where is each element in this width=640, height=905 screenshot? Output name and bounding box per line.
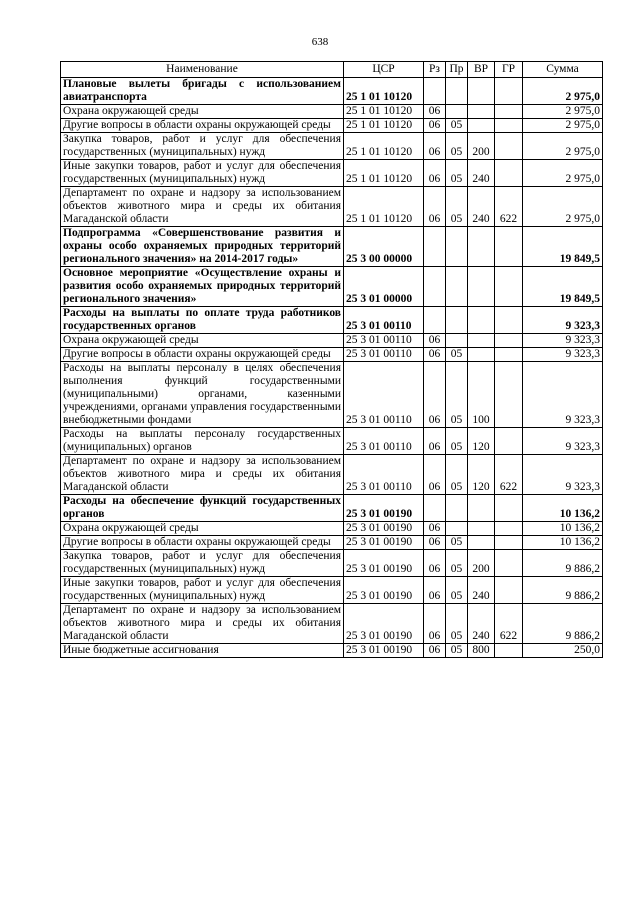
cell-csr: 25 3 01 00110 <box>344 428 424 455</box>
header-name: Наименование <box>61 62 344 78</box>
cell-rz: 06 <box>424 550 446 577</box>
table-row <box>61 522 603 536</box>
header-row <box>61 62 603 78</box>
cell-rz: 06 <box>424 160 446 187</box>
table-row <box>61 348 603 362</box>
cell-sum: 10 136,2 <box>523 536 603 550</box>
cell-sum: 9 323,3 <box>523 348 603 362</box>
cell-vr <box>468 105 495 119</box>
cell-pr: 05 <box>446 536 468 550</box>
cell-gr <box>495 495 523 522</box>
cell-pr: 05 <box>446 160 468 187</box>
cell-name: Другие вопросы в области охраны окружающей среды <box>61 119 344 133</box>
cell-sum: 9 886,2 <box>523 604 603 644</box>
cell-csr: 25 3 01 00190 <box>344 644 424 658</box>
cell-sum: 2 975,0 <box>523 119 603 133</box>
cell-gr <box>495 160 523 187</box>
cell-name: Расходы на выплаты по оплате труда работников государственных органов <box>61 307 344 334</box>
cell-gr <box>495 522 523 536</box>
header-rz: Рз <box>424 62 446 78</box>
cell-sum: 19 849,5 <box>523 267 603 307</box>
cell-gr <box>495 334 523 348</box>
cell-name: Охрана окружающей среды <box>61 105 344 119</box>
cell-sum: 9 323,3 <box>523 362 603 428</box>
cell-name: Иные закупки товаров, работ и услуг для обеспечения государственных (муниципальных) нужд <box>61 577 344 604</box>
cell-csr: 25 3 01 00190 <box>344 550 424 577</box>
cell-vr: 800 <box>468 644 495 658</box>
table-row <box>61 78 603 105</box>
cell-pr <box>446 307 468 334</box>
cell-sum: 9 323,3 <box>523 428 603 455</box>
table-row <box>61 267 603 307</box>
cell-pr: 05 <box>446 428 468 455</box>
cell-gr <box>495 78 523 105</box>
cell-sum: 250,0 <box>523 644 603 658</box>
cell-pr: 05 <box>446 362 468 428</box>
cell-csr: 25 3 01 00190 <box>344 522 424 536</box>
cell-csr: 25 1 01 10120 <box>344 105 424 119</box>
cell-rz: 06 <box>424 536 446 550</box>
header-sum: Сумма <box>523 62 603 78</box>
cell-vr <box>468 227 495 267</box>
cell-csr: 25 3 01 00110 <box>344 455 424 495</box>
cell-rz: 06 <box>424 577 446 604</box>
cell-csr: 25 3 01 00190 <box>344 536 424 550</box>
cell-pr: 05 <box>446 644 468 658</box>
cell-sum: 2 975,0 <box>523 187 603 227</box>
cell-name: Основное мероприятие «Осуществление охраны и развития особо охраняемых природных территорий регионального значения» <box>61 267 344 307</box>
cell-name: Закупка товаров, работ и услуг для обеспечения государственных (муниципальных) нужд <box>61 133 344 160</box>
cell-rz: 06 <box>424 133 446 160</box>
cell-vr <box>468 307 495 334</box>
table-row <box>61 604 603 644</box>
cell-vr <box>468 536 495 550</box>
table-row <box>61 495 603 522</box>
cell-gr <box>495 307 523 334</box>
cell-pr: 05 <box>446 187 468 227</box>
cell-name: Закупка товаров, работ и услуг для обеспечения государственных (муниципальных) нужд <box>61 550 344 577</box>
table-row <box>61 644 603 658</box>
cell-vr <box>468 119 495 133</box>
cell-vr: 240 <box>468 604 495 644</box>
cell-pr <box>446 105 468 119</box>
cell-rz: 06 <box>424 604 446 644</box>
cell-sum: 9 323,3 <box>523 455 603 495</box>
cell-vr <box>468 348 495 362</box>
cell-csr: 25 3 01 00190 <box>344 577 424 604</box>
cell-rz: 06 <box>424 522 446 536</box>
cell-vr <box>468 522 495 536</box>
header-gr: ГР <box>495 62 523 78</box>
cell-rz: 06 <box>424 428 446 455</box>
cell-vr <box>468 495 495 522</box>
cell-name: Другие вопросы в области охраны окружающей среды <box>61 536 344 550</box>
cell-rz: 06 <box>424 334 446 348</box>
cell-csr: 25 3 00 00000 <box>344 227 424 267</box>
cell-csr: 25 1 01 10120 <box>344 78 424 105</box>
cell-rz <box>424 307 446 334</box>
table-row <box>61 334 603 348</box>
cell-vr: 100 <box>468 362 495 428</box>
cell-gr: 622 <box>495 604 523 644</box>
table-row <box>61 187 603 227</box>
cell-rz: 06 <box>424 187 446 227</box>
cell-sum: 10 136,2 <box>523 522 603 536</box>
cell-csr: 25 3 01 00110 <box>344 362 424 428</box>
cell-pr: 05 <box>446 133 468 160</box>
cell-rz: 06 <box>424 455 446 495</box>
cell-pr: 05 <box>446 604 468 644</box>
cell-name: Департамент по охране и надзору за использованием объектов животного мира и среды их обитания Магаданской области <box>61 455 344 495</box>
cell-pr <box>446 267 468 307</box>
cell-rz <box>424 267 446 307</box>
cell-pr <box>446 522 468 536</box>
table-row <box>61 119 603 133</box>
cell-csr: 25 3 01 00190 <box>344 604 424 644</box>
cell-gr <box>495 267 523 307</box>
table-row <box>61 160 603 187</box>
cell-sum: 2 975,0 <box>523 78 603 105</box>
table-row <box>61 550 603 577</box>
table-row <box>61 455 603 495</box>
cell-gr <box>495 550 523 577</box>
cell-name: Другие вопросы в области охраны окружающей среды <box>61 348 344 362</box>
cell-sum: 2 975,0 <box>523 133 603 160</box>
cell-vr <box>468 334 495 348</box>
cell-csr: 25 1 01 10120 <box>344 119 424 133</box>
cell-gr: 622 <box>495 187 523 227</box>
cell-gr <box>495 577 523 604</box>
cell-rz: 06 <box>424 348 446 362</box>
cell-rz <box>424 495 446 522</box>
cell-vr: 240 <box>468 577 495 604</box>
cell-name: Департамент по охране и надзору за использованием объектов животного мира и среды их обитания Магаданской области <box>61 187 344 227</box>
cell-sum: 2 975,0 <box>523 160 603 187</box>
cell-rz: 06 <box>424 644 446 658</box>
cell-gr: 622 <box>495 455 523 495</box>
cell-name: Департамент по охране и надзору за использованием объектов животного мира и среды их обитания Магаданской области <box>61 604 344 644</box>
cell-gr <box>495 133 523 160</box>
header-vr: ВР <box>468 62 495 78</box>
cell-pr: 05 <box>446 119 468 133</box>
table-row <box>61 307 603 334</box>
cell-sum: 10 136,2 <box>523 495 603 522</box>
cell-pr <box>446 495 468 522</box>
cell-gr <box>495 644 523 658</box>
cell-vr: 200 <box>468 550 495 577</box>
cell-name: Расходы на выплаты персоналу государственных (муниципальных) органов <box>61 428 344 455</box>
cell-vr: 120 <box>468 455 495 495</box>
cell-gr <box>495 227 523 267</box>
cell-name: Охрана окружающей среды <box>61 522 344 536</box>
cell-vr: 240 <box>468 160 495 187</box>
cell-pr: 05 <box>446 550 468 577</box>
cell-name: Плановые вылеты бригады с использованием авиатранспорта <box>61 78 344 105</box>
table-row <box>61 227 603 267</box>
page-number: 638 <box>311 36 329 48</box>
cell-gr <box>495 428 523 455</box>
cell-name: Иные закупки товаров, работ и услуг для обеспечения государственных (муниципальных) нужд <box>61 160 344 187</box>
cell-sum: 19 849,5 <box>523 227 603 267</box>
cell-gr <box>495 348 523 362</box>
cell-vr: 240 <box>468 187 495 227</box>
cell-rz: 06 <box>424 362 446 428</box>
header-pr: Пр <box>446 62 468 78</box>
cell-rz <box>424 227 446 267</box>
cell-name: Подпрограмма «Совершенствование развития и охраны особо охраняемых природных территорий регионального значения» на 2014-2017 годы» <box>61 227 344 267</box>
budget-table <box>60 61 603 658</box>
table-row <box>61 105 603 119</box>
cell-csr: 25 1 01 10120 <box>344 187 424 227</box>
cell-gr <box>495 536 523 550</box>
cell-vr <box>468 78 495 105</box>
cell-name: Охрана окружающей среды <box>61 334 344 348</box>
cell-pr <box>446 227 468 267</box>
cell-csr: 25 3 01 00110 <box>344 348 424 362</box>
table-row <box>61 577 603 604</box>
cell-pr: 05 <box>446 348 468 362</box>
cell-csr: 25 3 01 00110 <box>344 307 424 334</box>
cell-csr: 25 3 01 00000 <box>344 267 424 307</box>
cell-sum: 9 886,2 <box>523 550 603 577</box>
cell-csr: 25 1 01 10120 <box>344 133 424 160</box>
cell-pr <box>446 334 468 348</box>
cell-sum: 9 886,2 <box>523 577 603 604</box>
cell-gr <box>495 362 523 428</box>
table-body <box>61 78 603 658</box>
cell-pr: 05 <box>446 455 468 495</box>
cell-pr <box>446 78 468 105</box>
cell-sum: 9 323,3 <box>523 334 603 348</box>
cell-vr: 120 <box>468 428 495 455</box>
table-row <box>61 428 603 455</box>
cell-vr <box>468 267 495 307</box>
cell-sum: 9 323,3 <box>523 307 603 334</box>
table-row <box>61 362 603 428</box>
cell-gr <box>495 105 523 119</box>
cell-name: Расходы на выплаты персоналу в целях обеспечения выполнения функций государственными (муниципальными) органами, казенными учреждениями, органами управления государственными внебюджетными фондами <box>61 362 344 428</box>
cell-name: Иные бюджетные ассигнования <box>61 644 344 658</box>
cell-csr: 25 1 01 10120 <box>344 160 424 187</box>
cell-csr: 25 3 01 00110 <box>344 334 424 348</box>
cell-rz: 06 <box>424 105 446 119</box>
cell-csr: 25 3 01 00190 <box>344 495 424 522</box>
cell-rz: 06 <box>424 119 446 133</box>
cell-pr: 05 <box>446 577 468 604</box>
cell-rz <box>424 78 446 105</box>
cell-vr: 200 <box>468 133 495 160</box>
cell-name: Расходы на обеспечение функций государственных органов <box>61 495 344 522</box>
header-csr: ЦСР <box>344 62 424 78</box>
cell-sum: 2 975,0 <box>523 105 603 119</box>
table-row <box>61 536 603 550</box>
cell-gr <box>495 119 523 133</box>
table-row <box>61 133 603 160</box>
